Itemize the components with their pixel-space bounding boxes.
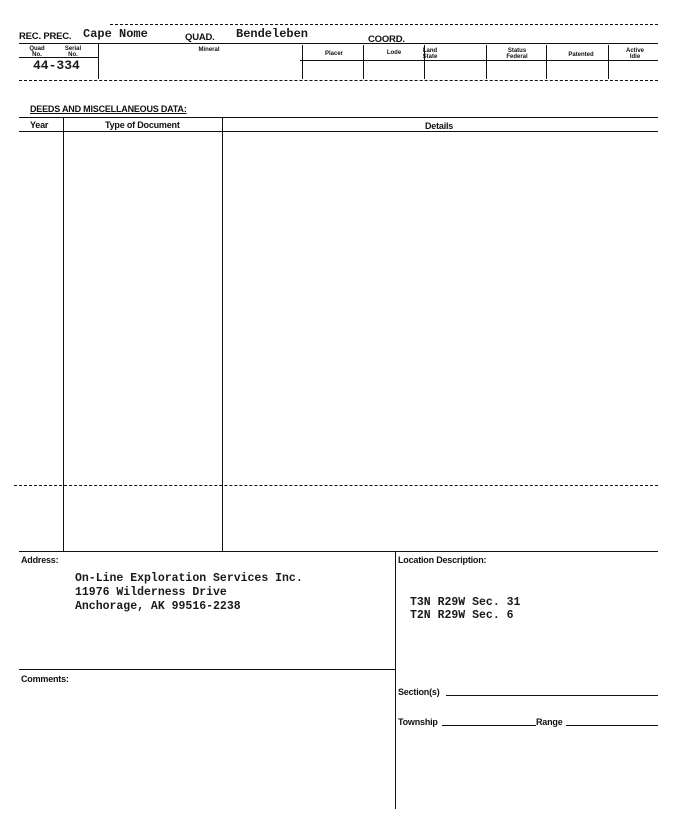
rec-prec-value: Cape Nome — [83, 27, 148, 41]
deeds-col-year: Year — [30, 120, 49, 130]
deeds-header-rule — [19, 131, 658, 132]
location-line-2: T2N R29W Sec. 6 — [410, 609, 514, 622]
col-patented: Patented — [568, 52, 594, 58]
section-label: Section(s) — [398, 687, 440, 697]
col-divider — [424, 45, 425, 79]
coord-label: COORD. — [368, 34, 405, 45]
township-field-line — [442, 725, 536, 726]
col-divider — [546, 45, 547, 79]
col-placer: Placer — [324, 51, 343, 57]
address-line-2: 11976 Wilderness Drive — [75, 586, 227, 599]
comments-top-border — [19, 669, 395, 670]
col-land-state: Land State — [422, 48, 438, 60]
deeds-col-type: Type of Document — [105, 120, 180, 130]
col-quad-no: Quad No. — [29, 46, 45, 58]
col-divider — [608, 45, 609, 79]
address-line-1: On-Line Exploration Services Inc. — [75, 572, 303, 585]
range-label: Range — [536, 717, 563, 727]
col-active-idle: Active Idle — [625, 48, 644, 60]
range-field-line — [566, 725, 658, 726]
address-location-divider — [395, 551, 396, 809]
address-line-3: Anchorage, AK 99516-2238 — [75, 600, 241, 613]
address-label: Address: — [21, 555, 59, 565]
location-description-label: Location Description: — [398, 555, 487, 565]
col-serial-no: Serial No. — [64, 46, 82, 58]
col-divider — [98, 43, 99, 79]
deeds-table-top-border — [19, 117, 658, 118]
quad-value: Bendeleben — [236, 27, 309, 41]
col-mineral: Mineral — [198, 47, 220, 53]
claim-table-bottom-border — [19, 80, 658, 81]
deeds-section-title: DEEDS AND MISCELLANEOUS DATA: — [30, 104, 187, 114]
col-status-federal: Status Federal — [506, 48, 528, 60]
location-line-1: T3N R29W Sec. 31 — [410, 596, 521, 609]
col-divider — [302, 45, 303, 79]
township-label: Township — [398, 717, 438, 727]
deeds-fold-line — [14, 485, 658, 486]
section-field-line — [446, 695, 658, 696]
col-divider — [486, 45, 487, 79]
claim-table-header-rule-2 — [300, 60, 658, 61]
col-lode: Lode — [386, 50, 402, 56]
col-divider — [363, 45, 364, 79]
claim-table — [19, 43, 658, 81]
deeds-col-details: Details — [425, 121, 454, 131]
header-top-border — [110, 24, 658, 25]
rec-prec-label: REC. PREC. — [19, 31, 72, 42]
comments-label: Comments: — [21, 674, 69, 684]
quad-label: QUAD. — [185, 32, 215, 43]
deeds-table-bottom-border — [19, 551, 658, 552]
quad-serial-value: 44-334 — [33, 58, 80, 73]
